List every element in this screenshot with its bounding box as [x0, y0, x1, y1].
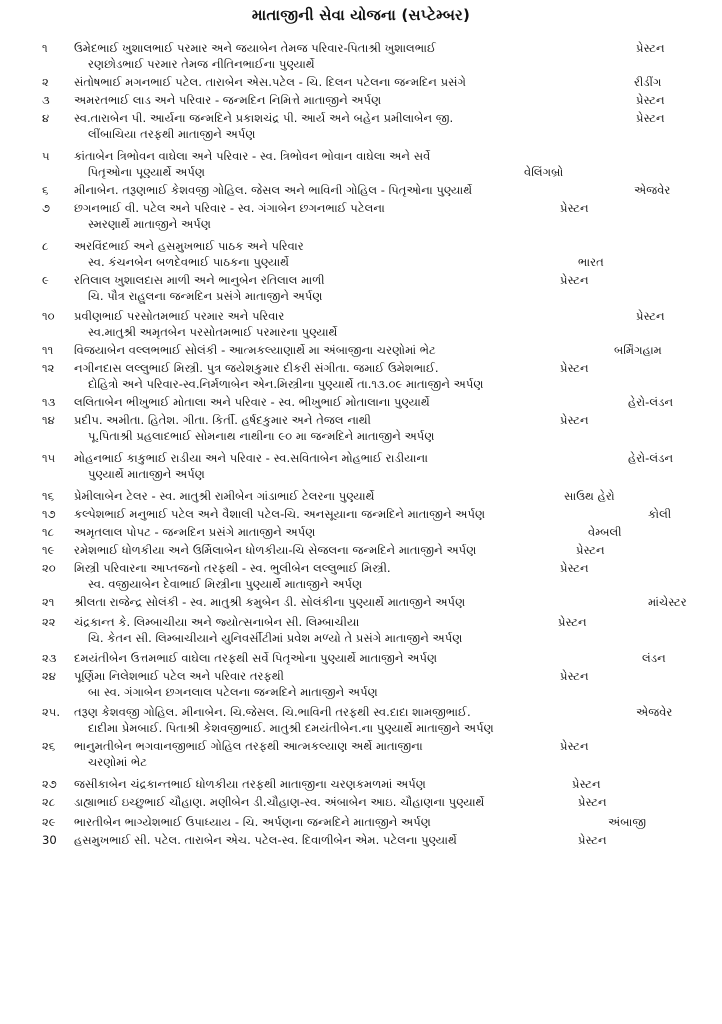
- entry-number: ૨૦: [42, 561, 56, 575]
- entry-location: પ્રેસ્ટન: [576, 543, 605, 557]
- entry-line: [0, 684, 722, 700]
- list-item: [0, 238, 722, 270]
- entry-text: છગનભાઈ વી. પટેલ અને પરિવાર - સ્વ. ગંગાબેન છગનભાઈ પટેલના: [74, 201, 385, 215]
- entry-text: ઉમેદભાઈ ખુશાલભાઈ પરમાર અને જયાબેન તેમજ પરિવાર-પિતાશ્રી ખુશાલભાઈ: [74, 41, 436, 55]
- entry-number: ૨૪: [42, 669, 56, 683]
- entry-location: પ્રેસ્ટન: [578, 795, 607, 809]
- entry-location: અંબાજી: [608, 815, 647, 829]
- entry-text: પુણ્યાર્થે માતાજીને અર્પણ: [88, 467, 205, 481]
- list-item: [0, 704, 722, 736]
- list-item: [0, 412, 722, 444]
- entry-line: [0, 814, 722, 830]
- entry-text: ડાહ્યાભાઈ ઇચ્છુભાઈ ચૌહાણ. મણીબેન ડી.ચૌહાણ-સ્વ. અંબાબેન આઇ. ચૌહાણના પુણ્યાર્થે: [74, 795, 485, 809]
- list-item: [0, 74, 722, 90]
- list-item: [0, 814, 722, 830]
- entry-text: દોહિત્રો અને પરિવાર-સ્વ.નિર્મળાબેન એન.મિસ્ત્રીના પુણ્યાર્થે તા.૧૩.૦૯ માતાજીને અર્પણ: [88, 377, 484, 391]
- entry-line: [0, 614, 722, 630]
- list-item: [0, 272, 722, 304]
- entry-line: [0, 560, 722, 576]
- entry-number: ૧૧: [42, 343, 54, 357]
- list-item: [0, 594, 722, 610]
- entry-location: પ્રેસ્ટન: [578, 833, 607, 847]
- entry-line: [0, 200, 722, 216]
- entry-line: [0, 238, 722, 254]
- entry-text: સ્વ. કંચનબેન બળદેવભાઈ પાઠકના પુણ્યાર્થે: [88, 255, 290, 269]
- entry-text: સ્વ.તારાબેન પી. આર્યના જન્મદિને પ્રકાશચંદ્ર પી. આર્ય અને બહેન પ્રમીલાબેન જી.: [74, 111, 454, 125]
- entry-text: અમૃતલાલ પોપટ - જન્મદિન પ્રસંગે માતાજીને અર્પણ: [74, 525, 316, 539]
- entry-number: ૬: [42, 183, 49, 197]
- entry-location: પ્રેસ્ટન: [560, 669, 589, 683]
- list-item: [0, 148, 722, 180]
- entry-number: ૨૩: [42, 651, 57, 665]
- entry-location: માંચેસ્ટર: [648, 595, 687, 609]
- entry-text: કલ્પેશભાઈ મનુભાઈ પટેલ અને વૈશાલી પટેલ-ચિ. અનસૂયાના જન્મદિને માતાજીને અર્પણ: [74, 507, 486, 521]
- entry-line: [0, 524, 722, 540]
- entry-text: મીનાબેન. તરૂણભાઈ કેશવજી ગોહિલ. જેસલ અને ભાવિની ગોહિલ - પિતૃઓના પુણ્યાર્થે: [74, 183, 473, 197]
- entry-text: રમેશભાઈ ધોળકીયા અને ઉર્મિલાબેન ધોળકીયા-ચિ સેજલના જન્મદિને માતાજીને અર્પણ: [74, 543, 477, 557]
- entry-number: 30: [42, 833, 57, 847]
- entry-line: [0, 126, 722, 142]
- entry-location: વેમ્બલી: [588, 525, 622, 539]
- entry-location: લંડન: [642, 651, 666, 665]
- entry-number: ૨: [42, 75, 49, 89]
- entry-line: [0, 668, 722, 684]
- entry-line: [0, 738, 722, 754]
- entry-text: બા સ્વ. ગંગાબેન છગનલાલ પટેલના જન્મદિને માતાજીને અર્પણ: [88, 685, 378, 699]
- entry-number: ૨૭: [42, 777, 57, 791]
- entry-text: ભાનુમતીબેન ભગવાનજીભાઈ ગોહિલ તરફથી આત્મકલ્યાણ અર્થે માતાજીના: [74, 739, 423, 753]
- entry-text: ચંદ્રકાન્ત કે. લિમ્બાચીયા અને જ્યોત્સનાબેન સી. લિમ્બાચીયા: [74, 615, 360, 629]
- list-item: [0, 200, 722, 232]
- entry-text: સ્મરણાર્થે માતાજીને અર્પણ: [88, 217, 211, 231]
- entry-text: મિસ્ત્રી પરિવારના આપ્તજનો તરફથી - સ્વ. ભુલીબેન લલ્લુભાઈ મિસ્ત્રી.: [74, 561, 391, 575]
- entry-number: ૨૫.: [42, 705, 61, 719]
- entry-line: [0, 488, 722, 504]
- entry-location: પ્રેસ્ટન: [560, 561, 589, 575]
- entry-location: પ્રેસ્ટન: [560, 739, 589, 753]
- entry-line: [0, 832, 722, 848]
- entry-text: ચરણોમાં ભેટ: [88, 755, 148, 769]
- entry-text: અમરતભાઈ લાડ અને પરિવાર - જન્મદિન નિમિત્તે માતાજીને અર્પણ: [74, 93, 382, 107]
- entry-number: ૧૩: [42, 395, 56, 409]
- entry-line: [0, 428, 722, 444]
- list-item: [0, 776, 722, 792]
- entry-number: ૮: [42, 239, 49, 253]
- list-item: [0, 506, 722, 522]
- entry-location: પ્રેસ્ટન: [558, 615, 587, 629]
- entry-list: [0, 40, 722, 848]
- list-item: [0, 342, 722, 358]
- entry-line: [0, 412, 722, 428]
- entry-text: સ્વ.માતુશ્રી અમૃતબેન પરસોતમભાઈ પરમારના પુણ્યાર્થે: [88, 325, 338, 339]
- entry-location: હેરો-લંડન: [628, 395, 674, 409]
- entry-number: ૧૫: [42, 451, 56, 465]
- entry-number: ૨૬: [42, 739, 56, 753]
- entry-text: નગીનદાસ લલ્લુભાઈ મિસ્ત્રી. પુત્ર જયેશકુમાર દીકરી સંગીતા. જમાઈ ઉમેશભાઈ.: [74, 361, 439, 375]
- entry-location: એજવેર: [636, 705, 673, 719]
- entry-line: [0, 394, 722, 410]
- entry-text: ચિ. પૌત્ર રાહુલના જન્મદિન પ્રસંગે માતાજીને અર્પણ: [88, 289, 323, 303]
- entry-location: એજવેર: [634, 183, 671, 197]
- list-item: [0, 832, 722, 848]
- entry-location: પ્રેસ્ટન: [560, 273, 589, 287]
- entry-text: દમયંતીબેન ઉત્તમભાઈ વાઘેલા તરફથી સર્વે પિતૃઓના પુણ્યાર્થે માતાજીને અર્પણ: [74, 651, 438, 665]
- entry-number: ૨૧: [42, 595, 55, 609]
- entry-number: ૩: [42, 93, 50, 107]
- entry-line: [0, 216, 722, 232]
- entry-location: પ્રેસ્ટન: [560, 201, 589, 215]
- entry-text: પૂર્ણિમા નિલેશભાઈ પટેલ અને પરિવાર તરફથી: [74, 669, 285, 683]
- entry-line: [0, 576, 722, 592]
- entry-line: [0, 110, 722, 126]
- entry-line: [0, 148, 722, 164]
- entry-number: ૧૯: [42, 543, 55, 557]
- entry-location: પ્રેસ્ટન: [636, 309, 665, 323]
- list-item: [0, 542, 722, 558]
- entry-line: [0, 342, 722, 358]
- entry-line: [0, 376, 722, 392]
- entry-number: ૨૮: [42, 795, 56, 809]
- entry-line: [0, 754, 722, 770]
- entry-line: [0, 254, 722, 270]
- entry-location: ભારત: [578, 255, 604, 269]
- entry-text: પ્રવીણભાઈ પરસોતમભાઈ પરમાર અને પરિવાર: [74, 309, 285, 323]
- list-item: [0, 308, 722, 340]
- entry-number: ૪: [42, 111, 50, 125]
- entry-text: લીંબાચિયા તરફથી માતાજીને અર્પણ: [88, 127, 256, 141]
- entry-text: પિતૃઓના પૂણ્યાર્થે અર્પણ: [88, 165, 206, 179]
- entry-number: ૧૮: [42, 525, 55, 539]
- list-item: [0, 394, 722, 410]
- list-item: [0, 450, 722, 482]
- entry-text: શ્રીલતા રાજેન્દ્ર સોલંકી - સ્વ. માતુશ્રી કમુબેન ડી. સોલંકીના પુણ્યાર્થે માતાજીને અર્પણ: [74, 595, 466, 609]
- entry-line: [0, 182, 722, 198]
- entry-line: [0, 308, 722, 324]
- entry-location: પ્રેસ્ટન: [636, 111, 665, 125]
- entry-number: ૨૯: [42, 815, 56, 829]
- entry-location: રીડીંગ: [634, 75, 662, 89]
- entry-location: કોલી: [648, 507, 672, 521]
- list-item: [0, 668, 722, 700]
- entry-line: [0, 776, 722, 792]
- entry-line: [0, 74, 722, 90]
- entry-line: [0, 630, 722, 646]
- entry-text: રતિલાલ ખુશાલદાસ માળી અને ભાનુબેન રતિલાલ માળી: [74, 273, 325, 287]
- entry-location: વેલિંગબ્રો: [524, 165, 564, 179]
- entry-location: પ્રેસ્ટન: [560, 361, 589, 375]
- entry-text: પ્રેમીલાબેન ટેલર - સ્વ. માતુશ્રી રામીબેન ગાંડાભાઈ ટેલરના પુણ્યાર્થે: [74, 489, 375, 503]
- entry-line: [0, 650, 722, 666]
- entry-text: પ્રદીપ. અમીતા. હિતેશ. ગીતા. કિર્તી. હર્ષદકુમાર અને તેજલ નાથી: [74, 413, 372, 427]
- entry-location: બર્મિંગહામ: [614, 343, 662, 357]
- entry-line: [0, 450, 722, 466]
- list-item: [0, 650, 722, 666]
- entry-text: લલિતાબેન ભીખુભાઈ મોતાલા અને પરિવાર - સ્વ. ભીખુભાઈ મોતાલાના પુણ્યાર્થે: [74, 395, 430, 409]
- list-item: [0, 524, 722, 540]
- entry-number: ૯: [42, 273, 49, 287]
- entry-number: ૧૦: [42, 309, 55, 323]
- entry-number: ૧: [42, 41, 48, 55]
- list-item: [0, 560, 722, 592]
- entry-text: તરૂણ કેશવજી ગોહિલ. મીનાબેન. ચિ.જેસલ. ચિ.ભાવિની તરફથી સ્વ.દાદા શામજીભાઈ.: [74, 705, 471, 719]
- entry-location: પ્રેસ્ટન: [572, 777, 601, 791]
- list-item: [0, 738, 722, 770]
- entry-text: ચિ. કેતન સી. લિમ્બાચીયાને યુનિવર્સીટીમાં પ્રવેશ મળ્યો તે પ્રસંગે માતાજીને અર્પણ: [88, 631, 463, 645]
- entry-line: [0, 56, 722, 72]
- entry-number: ૧૬: [42, 489, 55, 503]
- entry-line: [0, 794, 722, 810]
- entry-number: ૫: [42, 149, 50, 163]
- entry-text: સ્વ. વજીયાબેન દેવાભાઈ મિસ્ત્રીના પુણ્યાર્થે માતાજીને અર્પણ: [88, 577, 363, 591]
- list-item: [0, 488, 722, 504]
- entry-line: [0, 360, 722, 376]
- entry-line: [0, 40, 722, 56]
- entry-line: [0, 288, 722, 304]
- entry-number: ૧૪: [42, 413, 55, 427]
- entry-line: [0, 324, 722, 340]
- entry-text: પૂ.પિતાશ્રી પ્રહલાદભાઈ સોમનાથ નાથીના ૯૦ મા જન્મદિને માતાજીને અર્પણ: [88, 429, 435, 443]
- entry-text: વિજયાબેન વલ્લભભાઈ સોલંકી - આત્મકલ્યાણાર્થે મા અંબાજીના ચરણોમાં ભેટ: [74, 343, 436, 357]
- entry-text: કાંતાબેન ત્રિભોવન વાઘેલા અને પરિવાર - સ્વ. ત્રિભોવન ભોવાન વાઘેલા અને સર્વે: [74, 149, 431, 163]
- entry-line: [0, 272, 722, 288]
- list-item: [0, 92, 722, 108]
- entry-text: હસમુખભાઈ સી. પટેલ. તારાબેન એચ. પટેલ-સ્વ. દિવાળીબેન એમ. પટેલના પુણ્યાર્થે: [74, 833, 457, 847]
- list-item: [0, 182, 722, 198]
- entry-location: પ્રેસ્ટન: [636, 93, 665, 107]
- entry-line: [0, 92, 722, 108]
- entry-location: પ્રેસ્ટન: [560, 413, 589, 427]
- entry-text: અરવિંદભાઈ અને હસમુખભાઈ પાઠક અને પરિવાર: [74, 239, 304, 253]
- entry-line: [0, 506, 722, 522]
- entry-line: [0, 720, 722, 736]
- entry-line: [0, 704, 722, 720]
- entry-text: દાદીમા પ્રેમબાઈ. પિતાશ્રી કેશવજીભાઈ. માતુશ્રી દમયંતીબેન.ના પુણ્યાર્થે માતાજીને અર્પણ: [88, 721, 494, 735]
- entry-number: ૭: [42, 201, 51, 215]
- entry-location: પ્રેસ્ટન: [636, 41, 665, 55]
- entry-text: જસીકાબેન ચંદ્રકાન્તભાઈ ધોળકીયા તરફથી માતાજીના ચરણકમળમાં અર્પણ: [74, 777, 426, 791]
- entry-line: [0, 164, 722, 180]
- list-item: [0, 614, 722, 646]
- entry-line: [0, 594, 722, 610]
- entry-location: સાઉથ હેરો: [564, 489, 615, 503]
- list-item: [0, 110, 722, 142]
- page-title: માતાજીની સેવા યોજના (સપ્ટેમ્બર): [251, 6, 471, 24]
- entry-number: ૧૨: [42, 361, 55, 375]
- entry-number: ૧૭: [42, 507, 56, 521]
- entry-text: ભારતીબેન ભાગ્યેશભાઈ ઉપાધ્યાય - ચિ. અર્પણના જન્મદિને માતાજીને અર્પણ: [74, 815, 431, 829]
- entry-line: [0, 466, 722, 482]
- entry-text: સંતોષભાઈ મગનભાઈ પટેલ. તારાબેન એસ.પટેલ - ચિ. દિલન પટેલના જન્મદિન પ્રસંગે: [74, 75, 466, 89]
- entry-text: રણછોડભાઈ પરમાર તેમજ નીતિનભાઈના પુણ્યાર્થે: [88, 57, 315, 71]
- list-item: [0, 794, 722, 810]
- entry-text: મોહનભાઈ કાકુભાઈ રાડીયા અને પરિવાર - સ્વ.સવિતાબેન મોહભાઈ રાડીયાના: [74, 451, 428, 465]
- entry-number: ૨૨: [42, 615, 56, 629]
- entry-location: હેરો-લંડન: [628, 451, 674, 465]
- list-item: [0, 360, 722, 392]
- list-item: [0, 40, 722, 72]
- entry-line: [0, 542, 722, 558]
